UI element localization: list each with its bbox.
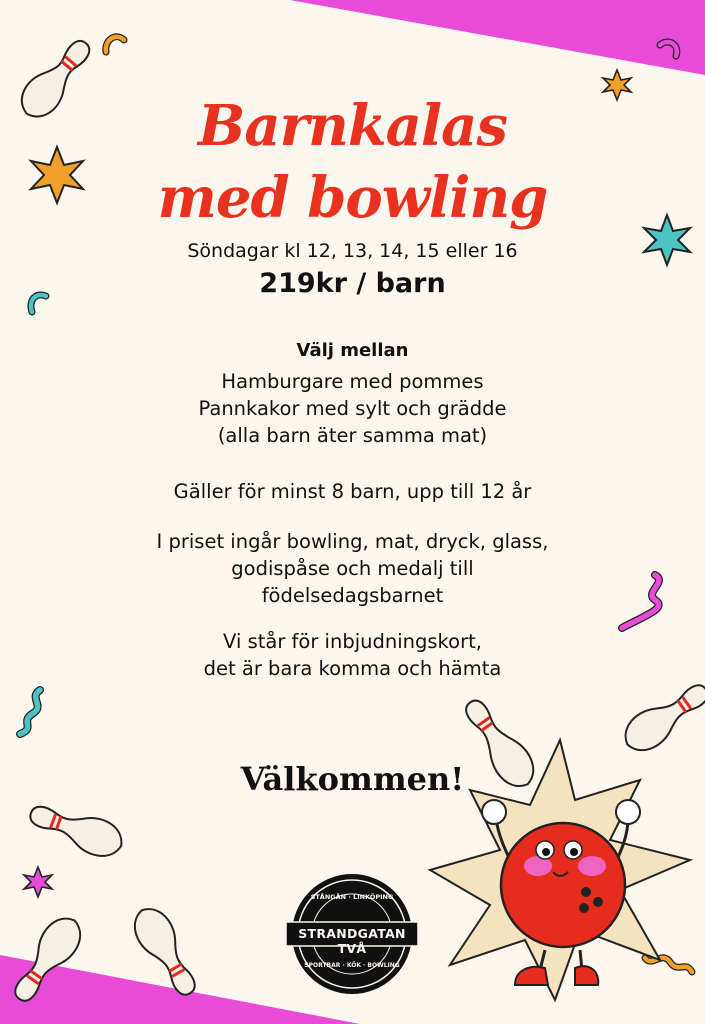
welcome-text: Välkommen! [240,760,465,798]
menu-option: Pannkakor med sylt och grädde [198,397,507,420]
star-burst-icon [24,867,52,897]
requirement-text: Gäller för minst 8 barn, upp till 12 år [173,480,532,503]
menu-note: (alla barn äter samma mat) [217,424,488,447]
title-line-1: Barnkalas [197,93,507,159]
menu-option: Hamburgare med pommes [221,370,484,393]
schedule-text: Söndagar kl 12, 13, 14, 15 eller 16 [187,240,518,262]
invitation-line: det är bara komma och hämta [203,657,502,680]
included-line: godispåse och medalj till [231,557,474,580]
logo-bottom-text: SPORTBAR · KÖK · BOWLING [304,962,400,969]
logo-top-text: STÅNGÅN · LINKÖPING [310,893,394,901]
price-text: 219kr / barn [259,268,446,299]
logo-name: STRANDGATAN TVÅ [298,926,406,956]
included-line: I priset ingår bowling, mat, dryck, glass, [156,530,549,553]
menu-heading: Välj mellan [296,340,409,361]
included-line: födelsedagsbarnet [261,584,444,607]
bowling-pin-icon [25,796,127,863]
star-burst-icon [603,70,631,100]
invitation-line: Vi står för inbjudningskort, [223,630,482,653]
bowling-ball-mascot-icon [430,675,705,1000]
title-line-2: med bowling [157,165,548,231]
magenta-band-top [290,0,705,75]
